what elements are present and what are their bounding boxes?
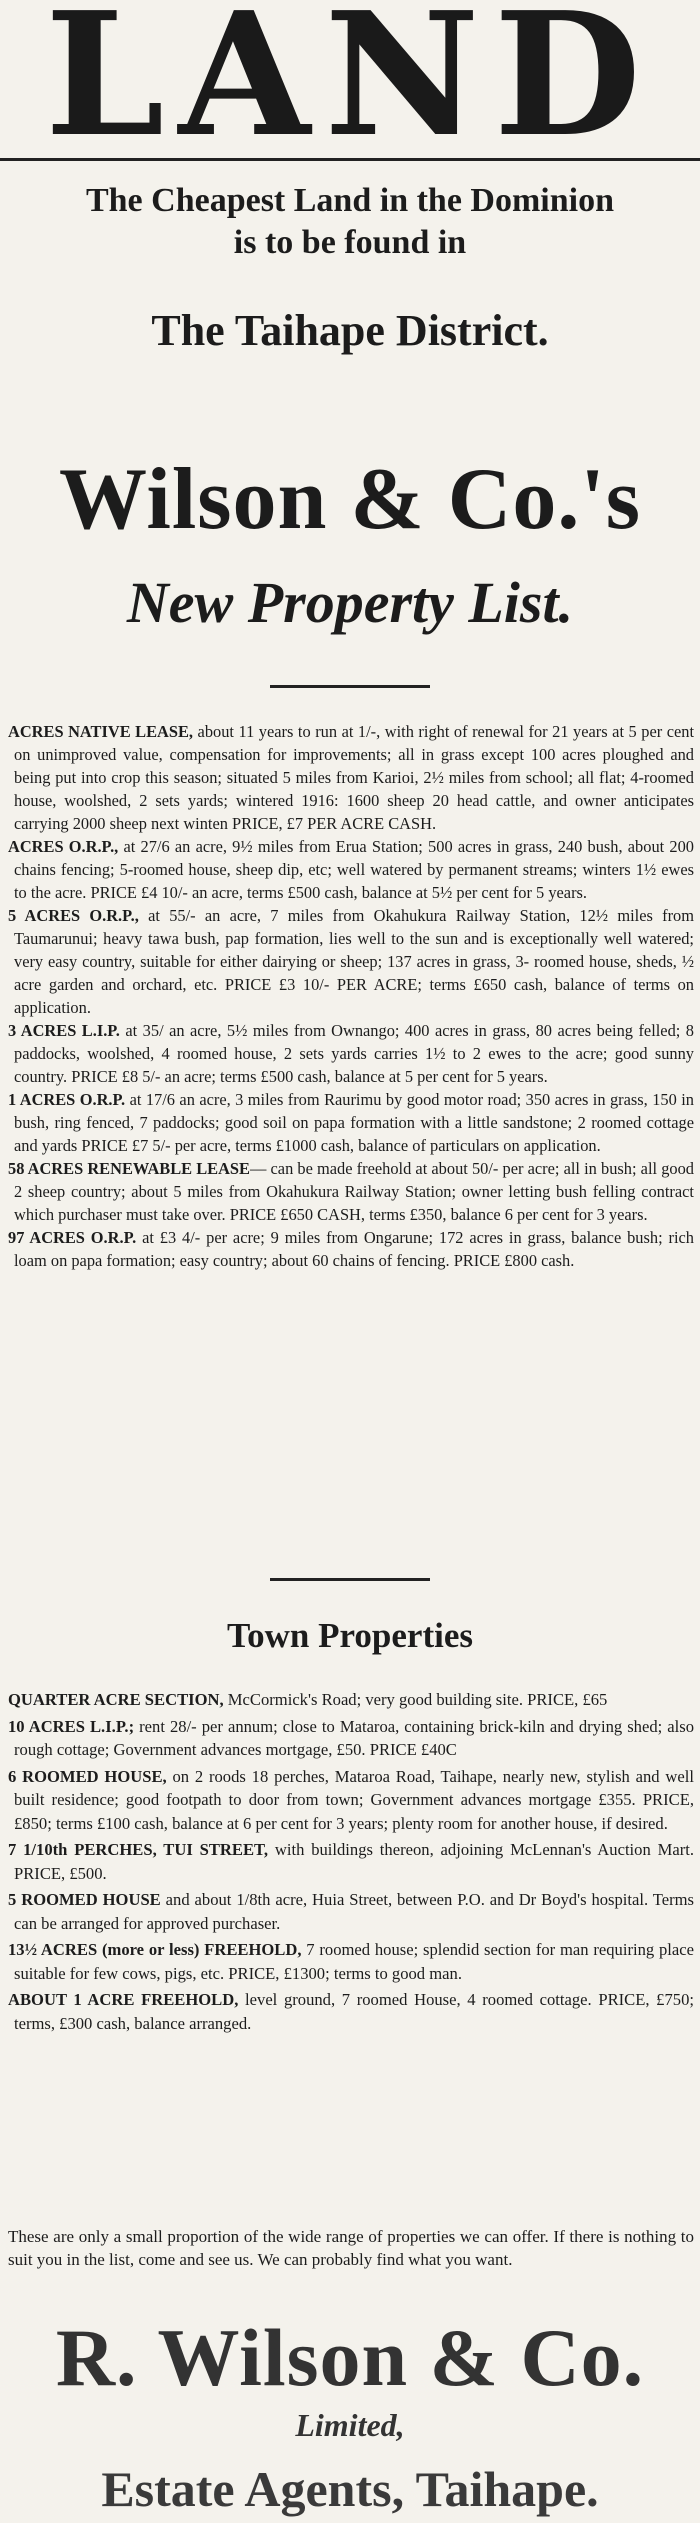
town-body: and about 1/8th acre, Huia Street, between P.O. and Dr Boyd's hospital. Terms can be arranged for approved purchaser. bbox=[14, 1890, 694, 1933]
town-item bbox=[8, 1765, 694, 1836]
listing-lead: 97 ACRES O.R.P. bbox=[8, 1228, 137, 1247]
town-lead: QUARTER ACRE SECTION, bbox=[8, 1690, 224, 1709]
firm-heading: Wilson & Co.'s bbox=[58, 451, 642, 548]
town-listings bbox=[8, 1688, 694, 2038]
list-title: New Property List. bbox=[126, 570, 574, 635]
town-body: 7 roomed house; splendid section for man requiring place suitable for few cows, pigs, etc. PRICE, £1300; terms to good man. bbox=[14, 1940, 694, 1983]
town-item bbox=[8, 1988, 694, 2035]
listing-item bbox=[8, 1157, 694, 1226]
town-item bbox=[8, 1838, 694, 1885]
footer-firm-name: R. Wilson & Co. bbox=[55, 2312, 645, 2403]
town-item bbox=[8, 1688, 694, 1712]
town-lead: 10 ACRES L.I.P.; bbox=[8, 1716, 135, 1736]
headline-land: LAND bbox=[44, 0, 656, 150]
subtitle-line-1: The Cheapest Land in the Dominion bbox=[85, 182, 615, 219]
town-item bbox=[8, 1888, 694, 1935]
listing-lead: 5 ACRES O.R.P., bbox=[8, 906, 139, 925]
listing-body: about 11 years to run at 1/-, with right of renewal for 21 years at 5 per cent on unimproved value, compensation for improvements; all in grass except 100 acres ploughed and being put into crop this season; situated 5 miles from Karioi, 2½ miles from school; all flat; 4-roomed house, woolshed, 2 sets yards; wintered 1916: 1600 sheep 20 head cattle, and owner anticipates carrying 2000 sheep next winten PRICE, £7 PER ACRE CASH. bbox=[14, 722, 695, 833]
town-body: with buildings thereon, adjoining McLennan's Auction Mart. PRICE, £500. bbox=[14, 1840, 695, 1883]
town-body: on 2 roods 18 perches, Mataroa Road, Taihape, nearly new, stylish and well built residence; good footpath to door from town; Government advances mortgage £355. PRICE, £850; terms £100 cash, balance at 6 per cent for 3 years; plenty room for another house, if desired. bbox=[14, 1766, 694, 1833]
subtitle-line-2: is to be found in bbox=[233, 224, 467, 261]
town-lead: 7 1/10th PERCHES, TUI STREET, bbox=[8, 1840, 269, 1859]
town-properties-heading: Town Properties bbox=[227, 1616, 473, 1655]
town-lead: 5 ROOMED HOUSE bbox=[8, 1890, 161, 1909]
listing-lead: ACRES NATIVE LEASE, bbox=[8, 722, 194, 741]
rural-listings bbox=[8, 720, 694, 1272]
listing-item bbox=[8, 1019, 694, 1088]
listing-body: at 35/ an acre, 5½ miles from Ownango; 400 acres in grass, 80 acres being felled; 8 paddocks, woolshed, 4 roomed house, 2 sets yards carries 1½ to 2 ewes to the acre; good sunny country. PRICE £8 5/- an acre; terms £500 cash, balance at 5 per cent for 5 years. bbox=[14, 1021, 694, 1086]
town-lead: ABOUT 1 ACRE FREEHOLD, bbox=[8, 1990, 239, 2009]
listing-lead: 58 ACRES RENEWABLE LEASE bbox=[8, 1159, 250, 1178]
footer-estate-agents: Estate Agents, Taihape. bbox=[101, 2461, 599, 2517]
listing-lead: ACRES O.R.P., bbox=[8, 837, 119, 856]
listing-lead: 1 ACRES O.R.P. bbox=[8, 1090, 126, 1109]
listing-body: — can be made freehold at about 50/- per acre; all in bush; all good 2 sheep country; about 5 miles from Okahukura Railway Station; owner letting bush felling contract which purchaser must take over. PRICE £650 CASH, terms £350, balance 6 per cent for 3 years. bbox=[14, 1159, 694, 1224]
town-item bbox=[8, 1938, 694, 1985]
subtitle-block bbox=[0, 180, 700, 264]
listing-item bbox=[8, 904, 694, 1019]
listing-body: at 55/- an acre, 7 miles from Okahukura Railway Station, 12½ miles from Taumarunui; heavy tawa bush, pap formation, lies well to the sun and is exceptionally well watered; very easy country, suitable for either dairying or sheep; 137 acres in grass, 3- roomed house, sheds, ½ acre garden and orchard, etc. PRICE £3 10/- PER ACRE; terms £650 cash, balance of terms on application. bbox=[14, 906, 694, 1017]
top-rule bbox=[0, 158, 700, 161]
listing-body: at 27/6 an acre, 9½ miles from Erua Station; 500 acres in grass, 240 bush, about 200 chains fencing; 5-roomed house, sheep dip, etc; well watered by permanent streams; winters 1½ ewes to the acre. PRICE £4 10/- an acre, terms £500 cash, balance at 5½ per cent for 5 years. bbox=[14, 837, 694, 902]
divider-2 bbox=[270, 1578, 430, 1581]
listing-body: at £3 4/- per acre; 9 miles from Ongarune; 172 acres in grass, balance bush; rich loam on papa formation; easy country; about 60 chains of fencing. PRICE £800 cash. bbox=[14, 1228, 694, 1270]
divider-1 bbox=[270, 685, 430, 688]
town-lead: 13½ ACRES (more or less) FREEHOLD, bbox=[8, 1940, 302, 1959]
listing-item bbox=[8, 1088, 694, 1157]
closing-paragraph: These are only a small proportion of the wide range of properties we can offer. If there is nothing to suit you in the list, come and see us. We can probably find what you want. bbox=[8, 2227, 694, 2269]
district-heading: The Taihape District. bbox=[151, 306, 549, 355]
town-body: rent 28/- per annum; close to Mataroa, containing brick-kiln and drying shed; also rough cottage; Government advances mortgage, £50. PRICE £40C bbox=[14, 1716, 694, 1759]
town-body: level ground, 7 roomed House, 4 roomed cottage. PRICE, £750; terms, £300 cash, balance arranged. bbox=[14, 1990, 694, 2033]
listing-lead: 3 ACRES L.I.P. bbox=[8, 1021, 120, 1040]
listing-item bbox=[8, 1226, 694, 1272]
listing-item bbox=[8, 835, 694, 904]
footer-limited: Limited, bbox=[295, 2407, 405, 2443]
town-item bbox=[8, 1715, 694, 1762]
listing-body: at 17/6 an acre, 3 miles from Raurimu by good motor road; 350 acres in grass, 150 in bush, ring fenced, 7 paddocks; good soil on papa formation with a little sandstone; 2 roomed cottage and yards PRICE £7 5/- per acre, terms £1000 cash, balance of particulars on application. bbox=[14, 1090, 694, 1155]
town-body: McCormick's Road; very good building site. PRICE, £65 bbox=[223, 1690, 608, 1709]
town-lead: 6 ROOMED HOUSE, bbox=[8, 1766, 167, 1786]
listing-item bbox=[8, 720, 694, 835]
